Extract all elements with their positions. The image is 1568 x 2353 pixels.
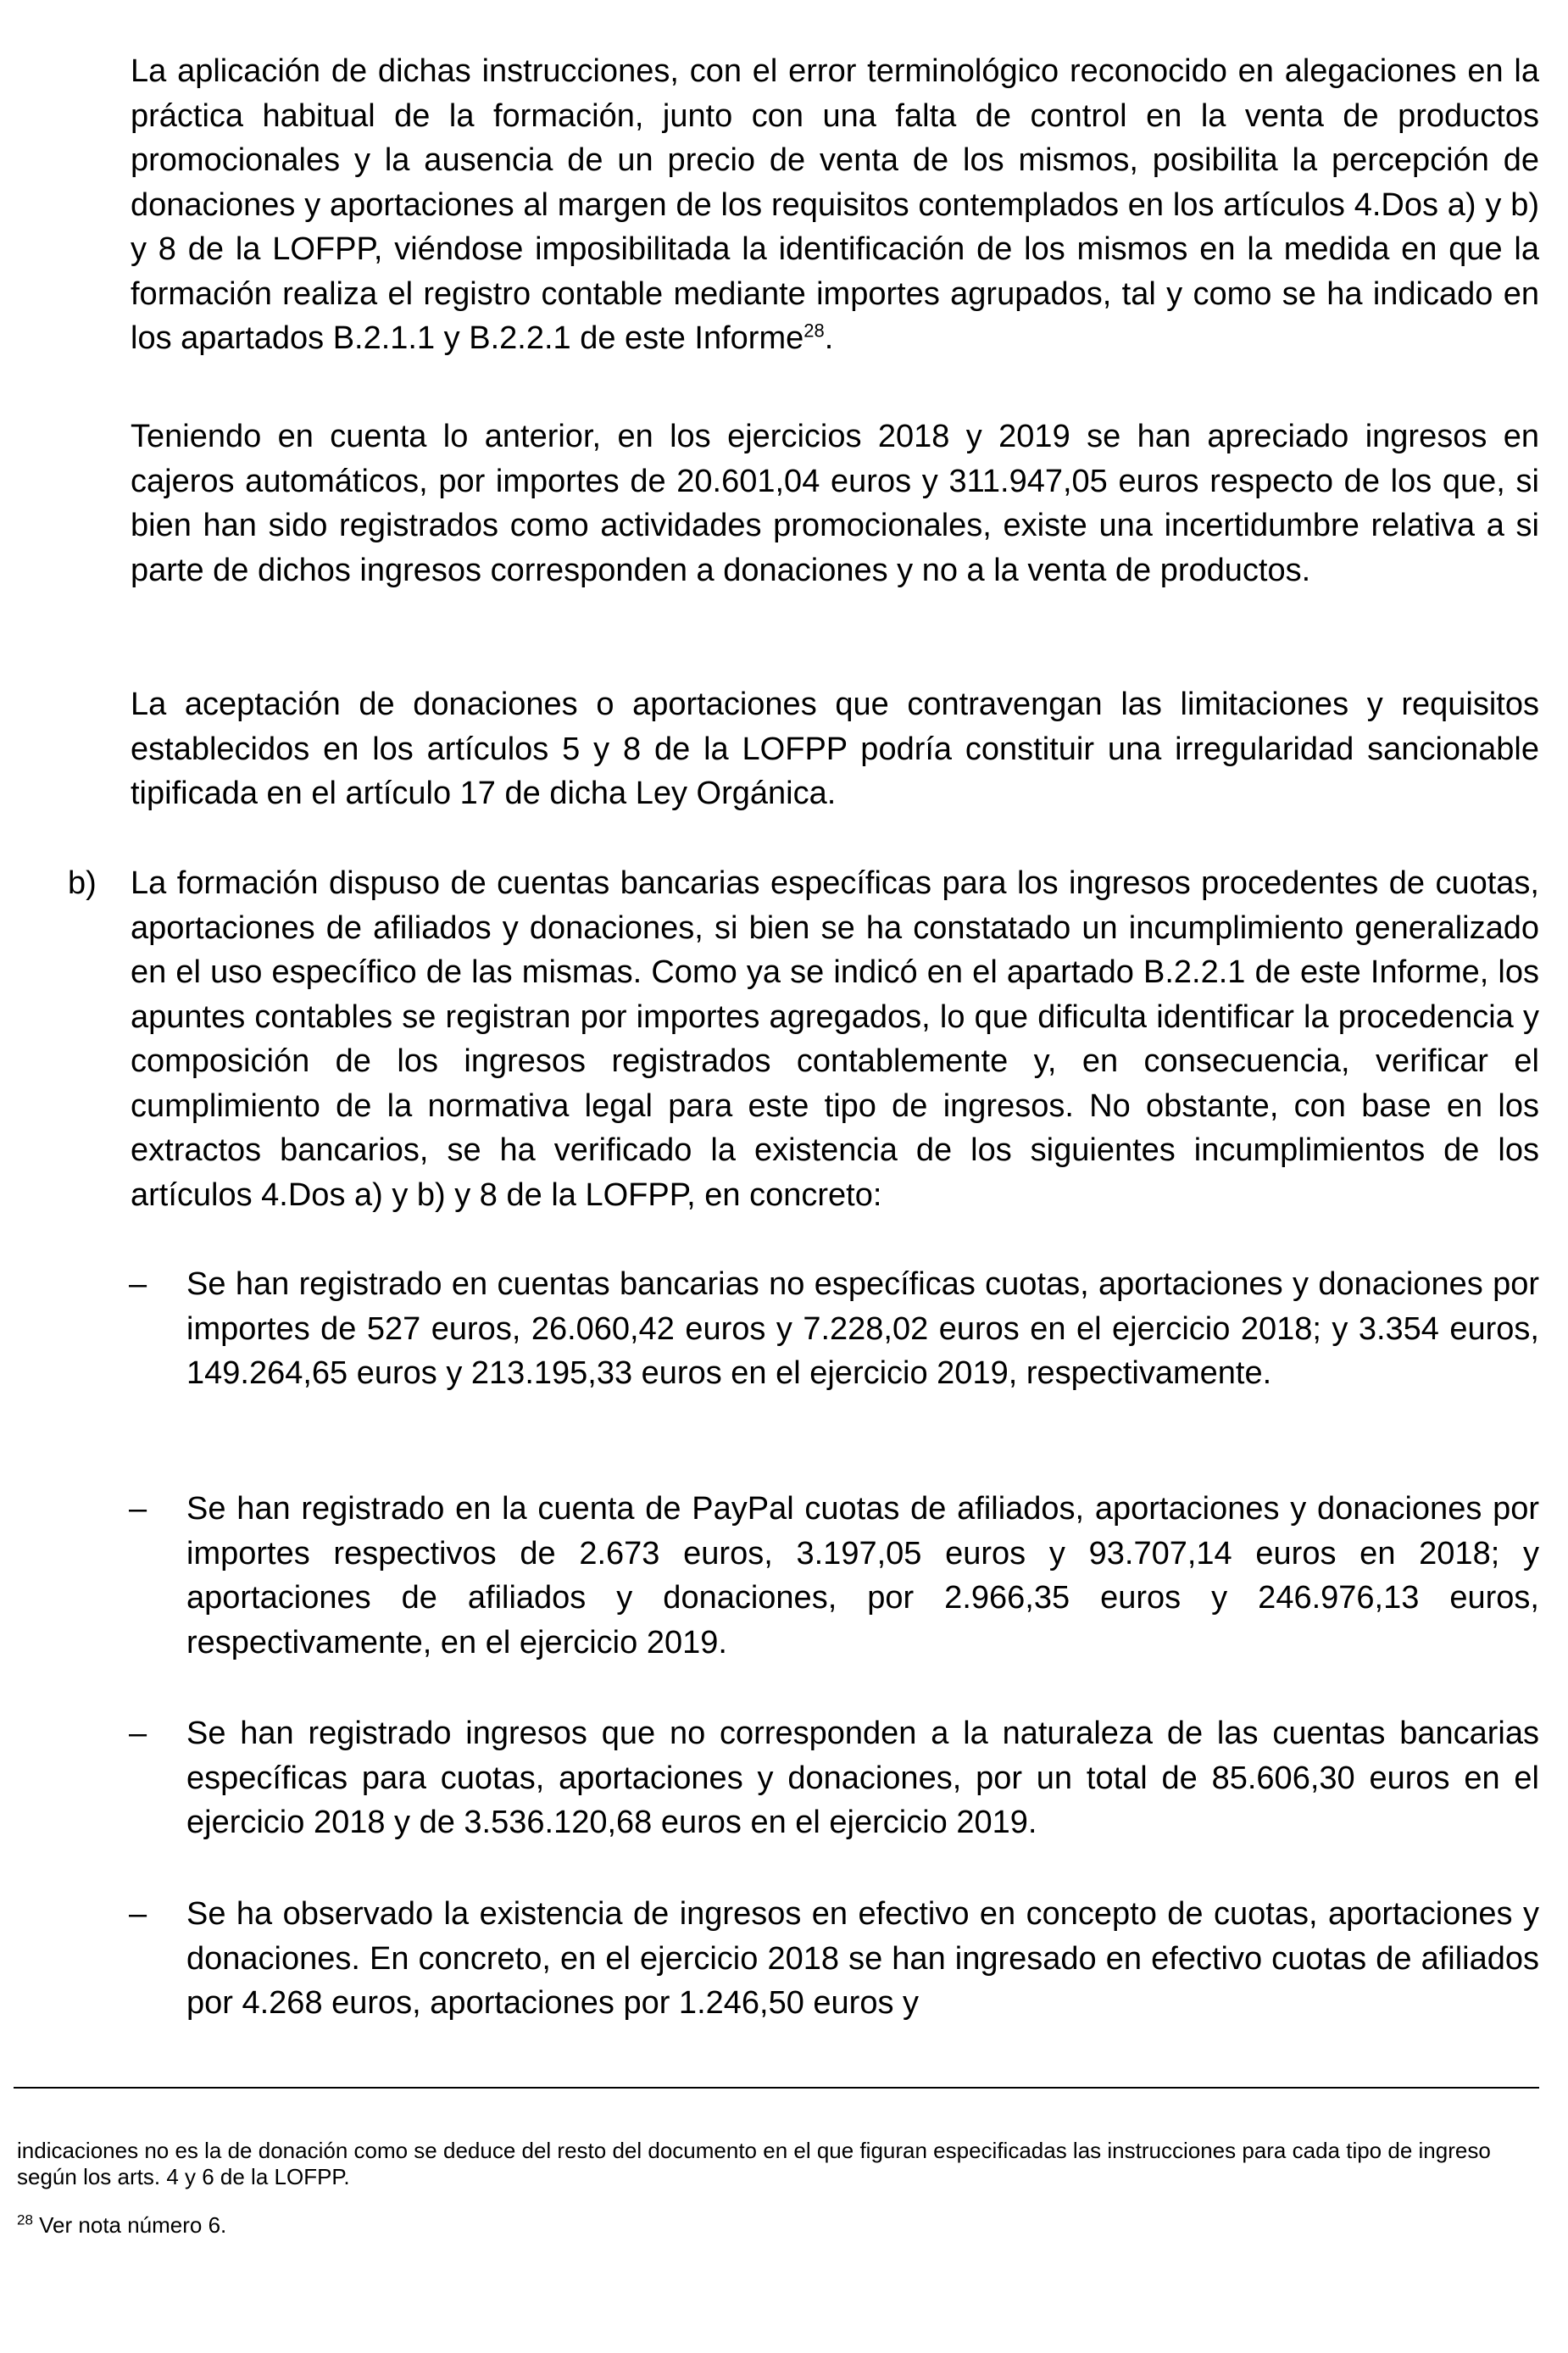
dash-bullet-icon: – (129, 1716, 147, 1751)
dash-list-item-text: Se ha observado la existencia de ingresos en efectivo en concepto de cuotas, aportaciones y donaciones. En concreto, en el ejercicio 2018 se han ingresado en efectivo cuotas de afiliados por 4.268 euros, aportaciones por 1.246,50 euros y (186, 1896, 1539, 2021)
footnote-28-number: 28 (17, 2211, 33, 2228)
dash-bullet-icon: – (129, 1491, 147, 1527)
paragraph-instructions-text: La aplicación de dichas instrucciones, con el error terminológico reconocido en alegaciones en la práctica habitual de la formación, junto con una falta de control en la venta de productos promocionales y la ausencia de un precio de venta de los mismos, posibilita la percepción de donaciones y aportaciones al margen de los requisitos contemplados en los artículos 4.Dos a) y b) y 8 de la LOFPP, viéndose imposibilitada la identificación de los mismos en la medida en que la formación realiza el registro contable mediante importes agrupados, tal y como se ha indicado en los apartados B.2.1.1 y B.2.2.1 de este Informe (131, 53, 1539, 356)
paragraph-instructions (131, 49, 1539, 361)
footnote-ref-28[interactable]: 28 (803, 320, 825, 342)
paragraph-irregularity: La aceptación de donaciones o aportaciones que contravengan las limitaciones y requisitos establecidos en los artículos 5 y 8 de la LOFPP podría constituir una irregularidad sancionable tipificada en el artículo 17 de dicha Ley Orgánica. (131, 687, 1539, 811)
dash-bullet-icon: – (129, 1896, 147, 1932)
paragraph-instructions-end: . (824, 320, 834, 356)
footnote-28 (17, 2212, 226, 2239)
footnote-continuation: indicaciones no es la de donación como se deduce del resto del documento en el que figuran especificadas las instrucciones para cada tipo de ingreso según los arts. 4 y 6 de la LOFPP. (17, 2138, 1491, 2189)
dash-list-item-text: Se han registrado en cuentas bancarias no específicas cuotas, aportaciones y donaciones por importes de 527 euros, 26.060,42 euros y 7.228,02 euros en el ejercicio 2018; y 3.354 euros, 149.264,65 euros y 213.195,33 euros en el ejercicio 2019, respectivamente. (186, 1266, 1539, 1391)
list-item-b-text: La formación dispuso de cuentas bancarias específicas para los ingresos procedentes de cuotas, aportaciones de afiliados y donaciones, si bien se ha constatado un incumplimiento generalizado en el uso específico de las mismas. Como ya se indicó en el apartado B.2.2.1 de este Informe, los apuntes contables se registran por importes agregados, lo que dificulta identificar la procedencia y composición de los ingresos registrados contablemente y, en consecuencia, verificar el cumplimiento de la normativa legal para este tipo de ingresos. No obstante, con base en los extractos bancarios, se ha verificado la existencia de los siguientes incumplimientos de los artículos 4.Dos a) y b) y 8 de la LOFPP, en concreto: (131, 865, 1539, 1213)
list-item-b-label: b) (68, 865, 97, 901)
footnote-28-text: Ver nota número 6. (32, 2212, 227, 2238)
dash-list-item-text: Se han registrado ingresos que no corresponden a la naturaleza de las cuentas bancarias específicas para cuotas, aportaciones y donaciones, por un total de 85.606,30 euros en el ejercicio 2018 y de 3.536.120,68 euros en el ejercicio 2019. (186, 1716, 1539, 1840)
dash-list-item-text: Se han registrado en la cuenta de PayPal cuotas de afiliados, aportaciones y donaciones por importes respectivos de 2.673 euros, 3.197,05 euros y 93.707,14 euros en 2018; y aportaciones de afiliados y donaciones, por 2.966,35 euros y 246.976,13 euros, respectivamente, en el ejercicio 2019. (186, 1491, 1539, 1660)
paragraph-atm-income: Teniendo en cuenta lo anterior, en los ejercicios 2018 y 2019 se han apreciado ingresos en cajeros automáticos, por importes de 20.601,04 euros y 311.947,05 euros respecto de los que, si bien han sido registrados como actividades promocionales, existe una incertidumbre relativa a si parte de dichos ingresos corresponden a donaciones y no a la venta de productos. (131, 419, 1539, 588)
dash-bullet-icon: – (129, 1266, 147, 1302)
footnote-separator (14, 2087, 1539, 2089)
